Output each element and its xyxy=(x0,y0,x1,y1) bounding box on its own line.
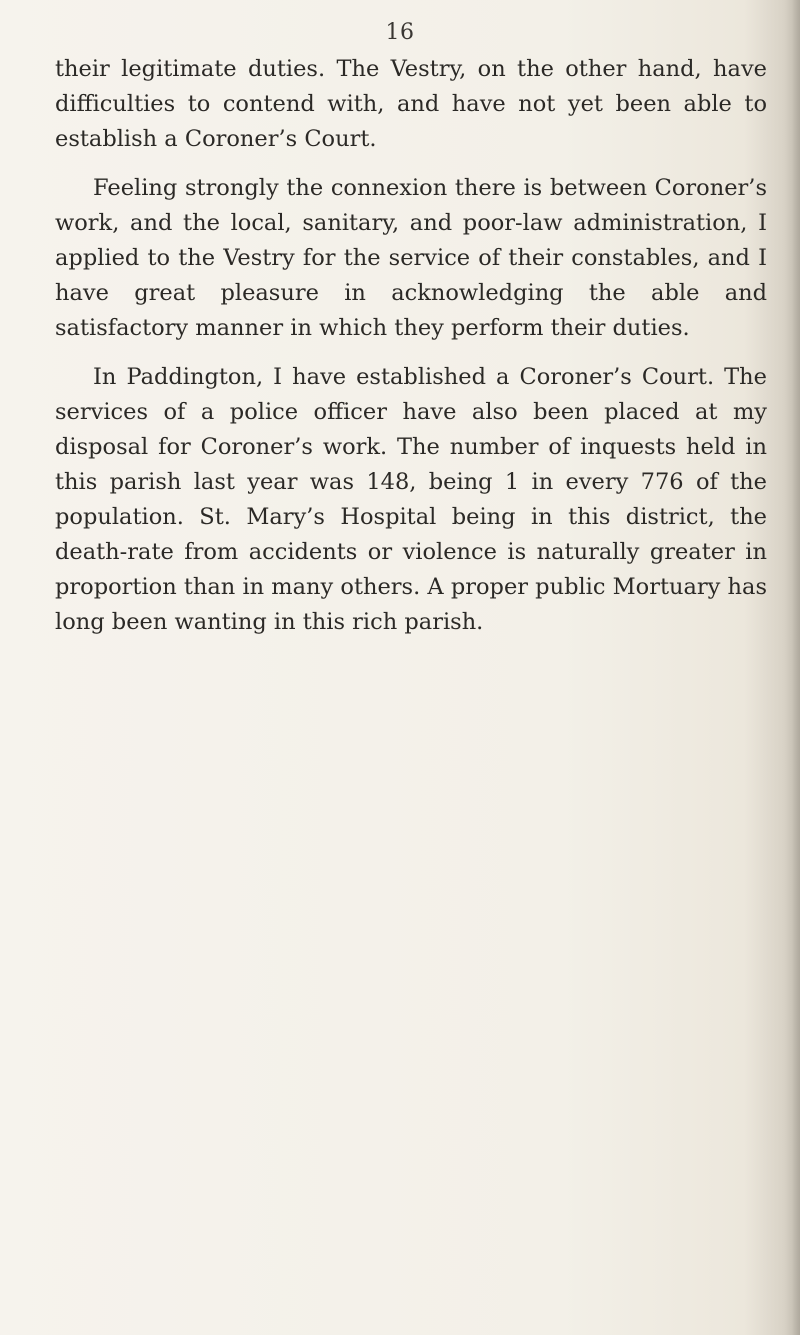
body-text xyxy=(55,52,767,640)
page-edge-shadow xyxy=(792,0,800,1335)
page-number: 16 xyxy=(385,20,415,45)
paragraph-paddington-court: In Paddington, I have established a Coroner’s Court. The services of a police officer have also been placed at my disposal for Coroner’s work. The number of inquests held in this parish last year was 148, being 1 in every 776 of the population. St. Mary’s Hospital being in this district, the death-rate from accidents or violence is naturally greater in proportion than in many others. A proper public Mortuary has long been wanting in this rich parish. xyxy=(55,364,767,635)
paragraph-continuation: their legitimate duties. The Vestry, on the other hand, have difficulties to contend with, and have not yet been able to establish a Coroner’s Court. xyxy=(55,56,767,152)
paragraph-vestry-constables: Feeling strongly the connexion there is between Coroner’s work, and the local, sanitary, and poor-law administration, I applied to the Vestry for the service of their constables, and I have great pleasure in acknowledging the able and satisfactory manner in which they perform their duties. xyxy=(55,175,767,341)
